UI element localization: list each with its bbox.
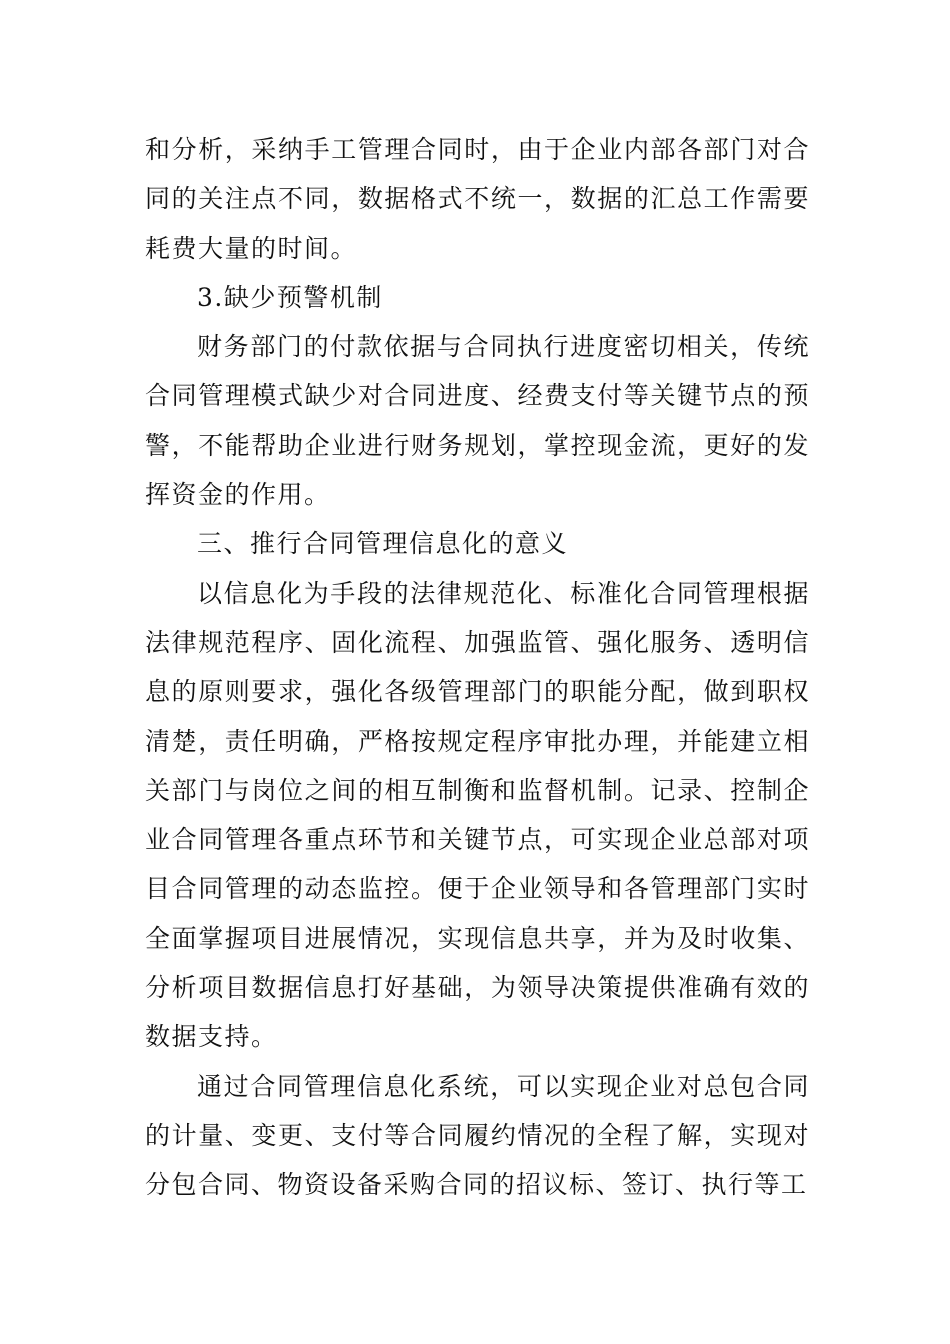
section-heading-significance: 三、推行合同管理信息化的意义	[197, 529, 569, 559]
paragraph-informatization: 以信息化为手段的法律规范化、标准化合同管理根据法律规范程序、固化流程、加强监管、强化服务、透明信息的原则要求，强化各级管理部门的职能分配，做到职权清楚，责任明确，严格按规定程序审批办理，并能建立相关部门与岗位之间的相互制衡和监督机制。记录、控制企业合同管理各重点环节和关键节点，可实现企业总部对项目合同管理的动态监控。便于企业领导和各管理部门实时全面掌握项目进展情况，实现信息共享，并为及时收集、分析项目数据信息打好基础，为领导决策提供准确有效的数据支持。	[145, 578, 810, 1052]
paragraph-finance-warning: 财务部门的付款依据与合同执行进度密切相关，传统合同管理模式缺少对合同进度、经费支付等关键节点的预警，不能帮助企业进行财务规划，掌控现金流，更好的发挥资金的作用。	[145, 332, 810, 510]
section-heading-warning-mechanism: 3.缺少预警机制	[197, 282, 383, 312]
paragraph-continuation: 和分析，采纳手工管理合同时，由于企业内部各部门对合同的关注点不同，数据格式不统一，数据的汇总工作需要耗费大量的时间。	[145, 135, 810, 263]
paragraph-system-benefits: 通过合同管理信息化系统，可以实现企业对总包合同的计量、变更、支付等合同履约情况的全程了解，实现对分包合同、物资设备采购合同的招议标、签订、执行等工	[145, 1071, 810, 1200]
document-body	[145, 125, 810, 1210]
